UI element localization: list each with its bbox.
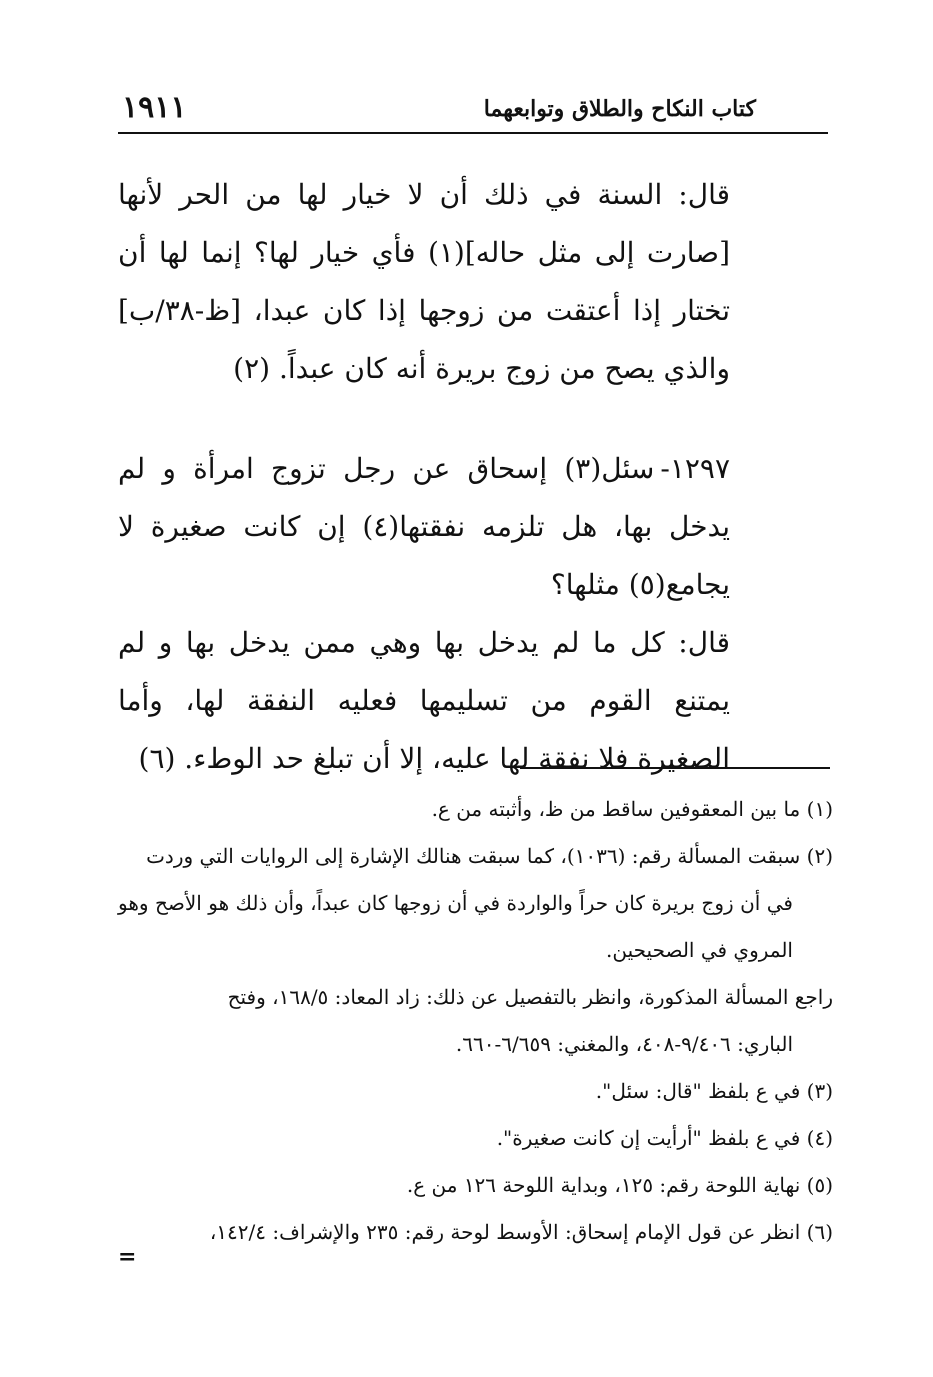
footnote-separator	[520, 767, 830, 769]
page-number: ١٩١١	[122, 90, 187, 125]
continuation-mark: =	[118, 1244, 137, 1270]
issue-answer: قال: كل ما لم يدخل بها وهي ممن يدخل بها و لم يمتنع القوم من تسليمها فعليه النفقة لها، وأما الصغيرة فلا نفقة لها عليه، إلا أن تبلغ حد الوطء. (٦)	[118, 626, 730, 775]
footnote-2-reference: راجع المسألة المذكورة، وانظر بالتفصيل عن ذلك: زاد المعاد: ١٦٨/٥، وفتح	[227, 985, 833, 1009]
footnote-4: (٤) في ع بلفظ "أرأيت إن كانت صغيرة".	[496, 1126, 833, 1150]
issue-number: ١٢٩٧-	[660, 452, 730, 485]
intro-text: قال: السنة في ذلك أن لا خيار لها من الحر لأنها [صارت إلى مثل حاله](١) فأي خيار لها؟ إنما لها أن تختار إذا أعتقت من زوجها إذا كان عبدا، [ظ-٣٨/ب] والذي يصح من زوج بريرة أنه كان عبداً. (٢)	[118, 178, 730, 385]
footnotes	[118, 786, 833, 1256]
running-title: كتاب النكاح والطلاق وتوابعهما	[483, 96, 756, 122]
footnote-2-continuation: في أن زوج بريرة كان حراً والواردة في أن زوجها كان عبداً، وأن ذلك هو الأصح وهو المروي في الصحيحين.	[118, 891, 793, 962]
footnote-5: (٥) نهاية اللوحة رقم: ١٢٥، وبداية اللوحة ١٢٦ من ع.	[406, 1173, 833, 1197]
question-text: سئل(٣) إسحاق عن رجل تزوج امرأة و لم يدخل بها، هل تلزمه نفقتها(٤) إن كانت صغيرة لا يجامع(٥) مثلها؟	[118, 452, 730, 601]
issue-question	[118, 440, 730, 614]
footnote-2: (٢) سبقت المسألة رقم: (١٠٣٦)، كما سبقت هنالك الإشارة إلى الروايات التي وردت	[146, 844, 833, 868]
footnote-1: (١) ما بين المعقوفين ساقط من ظ، وأثبته من ع.	[431, 797, 833, 821]
issue-1297	[118, 440, 730, 788]
footnote-2-reference-continuation: الباري: ٩/٤٠٦-٤٠٨، والمغني: ٦/٦٥٩-٦٦٠.	[455, 1032, 793, 1056]
page-header	[118, 84, 828, 134]
intro-paragraph	[118, 166, 730, 398]
footnote-6: (٦) انظر عن قول الإمام إسحاق: الأوسط لوحة رقم: ٢٣٥ والإشراف: ١٤٢/٤،	[209, 1220, 833, 1244]
footnote-3: (٣) في ع بلفظ "قال: سئل".	[595, 1079, 833, 1103]
